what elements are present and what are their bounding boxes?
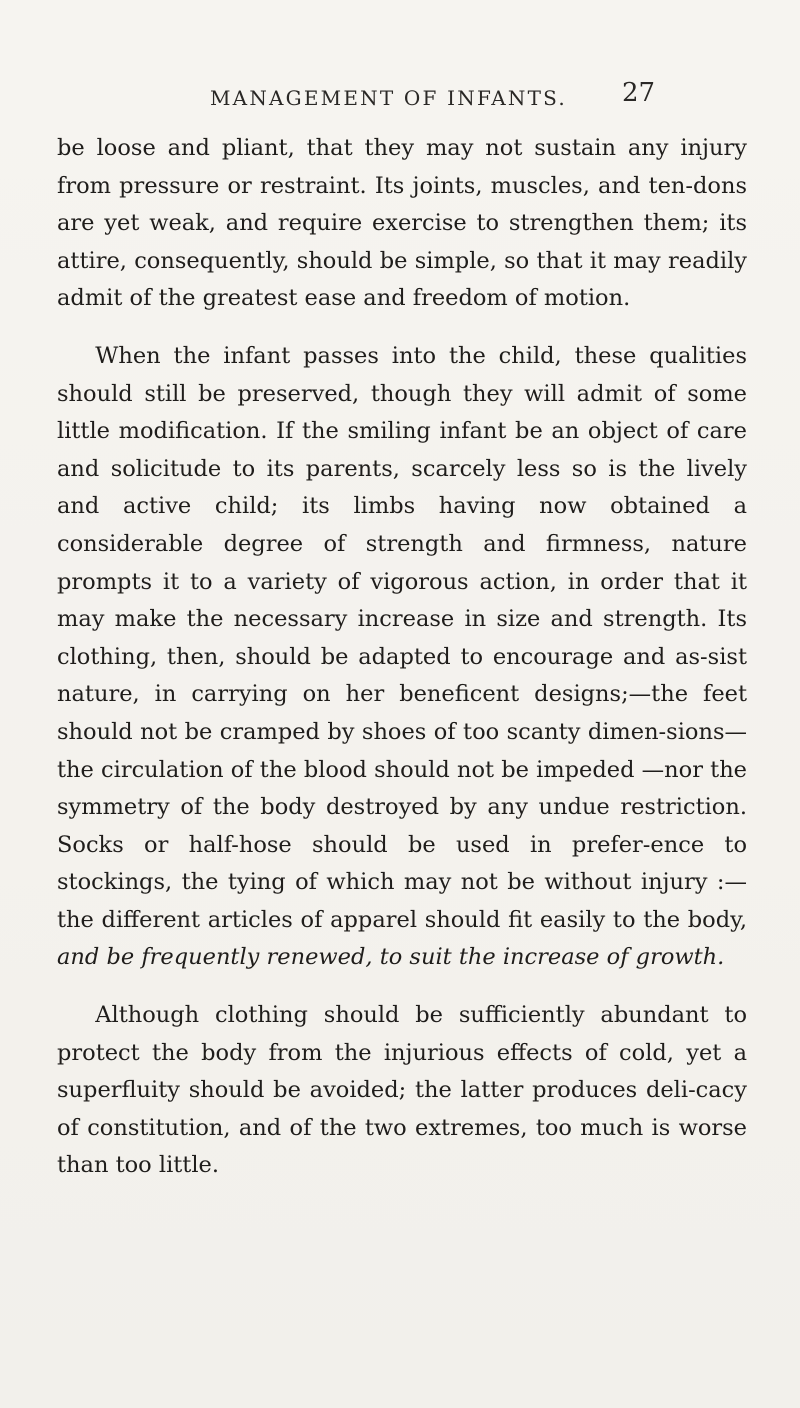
running-title: MANAGEMENT OF INFANTS.: [210, 86, 567, 110]
paragraph-2-text: When the infant passes into the child, these qualities should still be preserved, though they will admit of some little modification. If the smiling infant be an object of care and solicitude to its parents, scarcely less so is the lively and active child; its limbs having now obtained a considerable degree of strength and firmness, nature prompts it to a variety of vigorous action, in order that it may make the necessary increase in size and strength. Its clothing, then, should be adapted to encourage and as-sist nature, in carrying on her beneficent designs;—the feet should not be cramped by shoes of too scanty dimen-sions—the circulation of the blood should not be impeded —nor the symmetry of the body destroyed by any undue restriction. Socks or half-hose should be used in prefer-ence to stockings, the tying of which may not be without injury :—the different articles of apparel should fit easily to the body,: [57, 342, 747, 933]
paragraph-2-emphasis: and be frequently renewed, to suit the increase of growth.: [57, 944, 725, 971]
paragraph-1: [57, 130, 747, 318]
page-number: 27: [622, 78, 656, 108]
paragraph-3: [57, 997, 747, 1185]
paragraph-1-text: be loose and pliant, that they may not sustain any injury from pressure or restraint. Its joints, muscles, and ten-dons are yet weak, and require exercise to strengthen them; its attire, consequently, should be simple, so that it may readily admit of the greatest ease and freedom of motion.: [57, 135, 747, 312]
running-header: [0, 78, 800, 116]
body-text: [57, 130, 747, 1185]
paragraph-2: [57, 338, 747, 977]
paragraph-3-text: Although clothing should be sufficiently abundant to protect the body from the injurious effects of cold, yet a superfluity should be avoided; the latter produces deli-cacy of constitution, and of the two extremes, too much is worse than too little.: [57, 1002, 747, 1179]
